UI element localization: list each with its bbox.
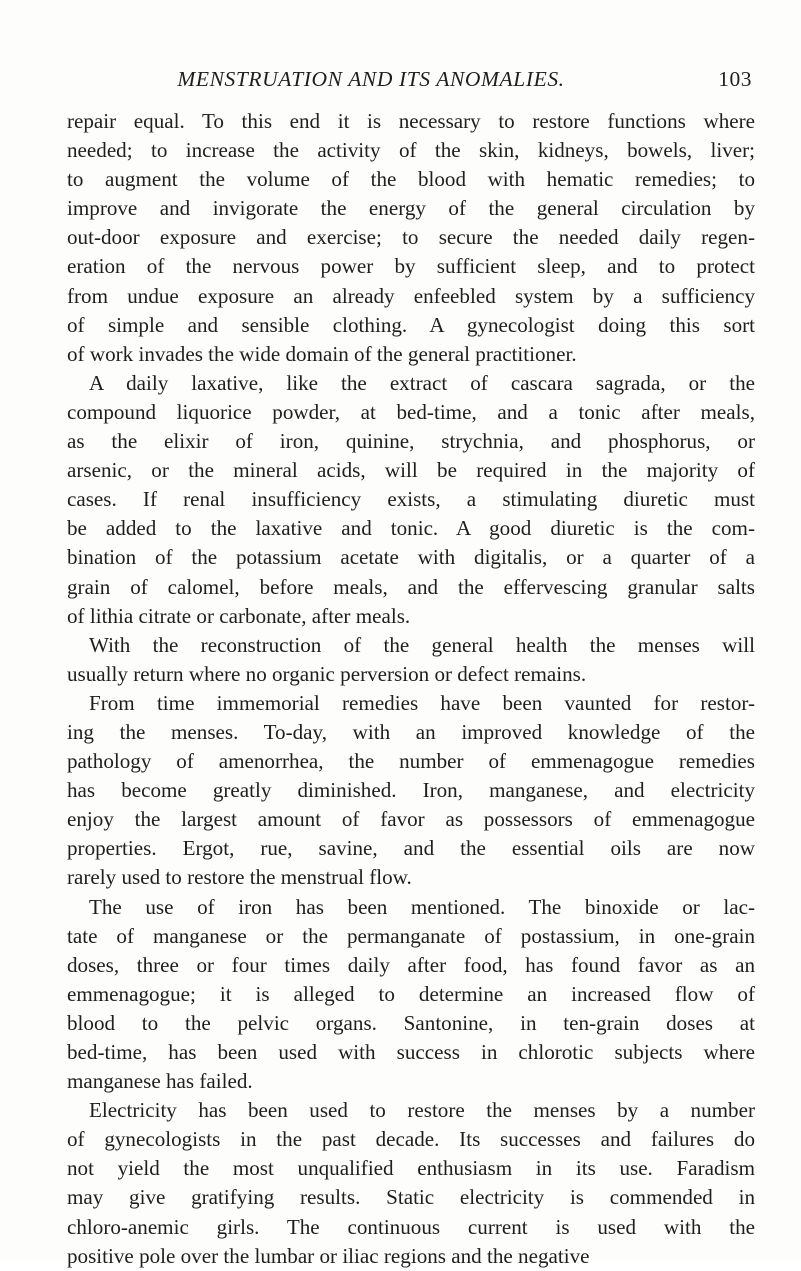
text-line: not yield the most unqualified enthusiasm in its use. Faradism (67, 1156, 755, 1181)
text-line: manganese has failed. (67, 1069, 253, 1094)
text-line: tate of manganese or the permanganate of postassium, in one-grain (67, 923, 755, 948)
text-line: to augment the volume of the blood with hematic remedies; to (67, 167, 755, 192)
text-line: properties. Ergot, rue, savine, and the essential oils are now (67, 836, 755, 861)
text-line: from undue exposure an already enfeebled system by a sufficiency (67, 283, 755, 308)
text-line: repair equal. To this end it is necessary to restore functions where (67, 109, 755, 133)
text-line: has become greatly diminished. Iron, manganese, and electricity (67, 778, 755, 803)
text-line: eration of the nervous power by sufficient sleep, and to protect (67, 254, 755, 279)
text-line: of gynecologists in the past decade. Its successes and failures do (67, 1127, 755, 1152)
text-line: A daily laxative, like the extract of cascara sagrada, or the (89, 370, 755, 395)
text-line: chloro-anemic girls. The continuous current is used with the (67, 1214, 755, 1239)
text-line: of lithia citrate or carbonate, after meals. (67, 603, 411, 628)
text-line: of simple and sensible clothing. A gynecologist doing this sort (67, 312, 755, 337)
text-line: Electricity has been used to restore the menses by a number (89, 1098, 755, 1123)
text-line: improve and invigorate the energy of the general circulation by (67, 196, 755, 221)
text-line: be added to the laxative and tonic. A good diuretic is the com- (67, 516, 755, 541)
text-line: positive pole over the lumbar or iliac regions and the negative (67, 1243, 590, 1268)
text-line: may give gratifying results. Static electricity is commended in (67, 1185, 755, 1210)
paragraph (67, 631, 755, 689)
text-line: out-door exposure and exercise; to secure the needed daily regen- (67, 225, 755, 250)
text-line: bed-time, has been used with success in chlorotic subjects where (67, 1040, 755, 1064)
paragraph (67, 107, 755, 369)
text-line: rarely used to restore the menstrual flow. (67, 865, 412, 890)
text-line: With the reconstruction of the general health the menses will (89, 632, 755, 657)
text-line: blood to the pelvic organs. Santonine, in ten-grain doses at (67, 1010, 755, 1035)
text-line: as the elixir of iron, quinine, strychnia, and phosphorus, or (67, 429, 755, 454)
paragraph (67, 1096, 755, 1271)
running-head (60, 64, 752, 94)
text-line: of work invades the wide domain of the general practitioner. (67, 341, 577, 366)
text-line: grain of calomel, before meals, and the effervescing granular salts (67, 574, 755, 599)
page-number: 103 (718, 67, 752, 91)
text-line: needed; to increase the activity of the skin, kidneys, bowels, liver; (67, 138, 755, 163)
text-line: From time immemorial remedies have been vaunted for restor- (89, 690, 755, 715)
running-title: MENSTRUATION AND ITS ANOMALIES. (177, 67, 565, 91)
text-line: arsenic, or the mineral acids, will be required in the majority of (67, 458, 755, 483)
text-line: cases. If renal insufficiency exists, a stimulating diuretic must (67, 487, 755, 512)
paragraph (67, 689, 755, 893)
text-line: emmenagogue; it is alleged to determine an increased flow of (67, 981, 755, 1006)
text-line: enjoy the largest amount of favor as possessors of emmenagogue (67, 807, 755, 832)
text-line: The use of iron has been mentioned. The binoxide or lac- (89, 894, 755, 919)
text-line: usually return where no organic perversion or defect remains. (67, 661, 587, 686)
text-line: bination of the potassium acetate with digitalis, or a quarter of a (67, 545, 755, 570)
text-line: compound liquorice powder, at bed-time, and a tonic after meals, (67, 399, 755, 424)
text-line: doses, three or four times daily after food, has found favor as an (67, 952, 755, 977)
text-line: pathology of amenorrhea, the number of emmenagogue remedies (67, 749, 755, 774)
body-text (67, 107, 755, 1271)
text-line: ing the menses. To-day, with an improved knowledge of the (67, 719, 755, 744)
paragraph (67, 369, 755, 631)
paragraph (67, 893, 755, 1097)
